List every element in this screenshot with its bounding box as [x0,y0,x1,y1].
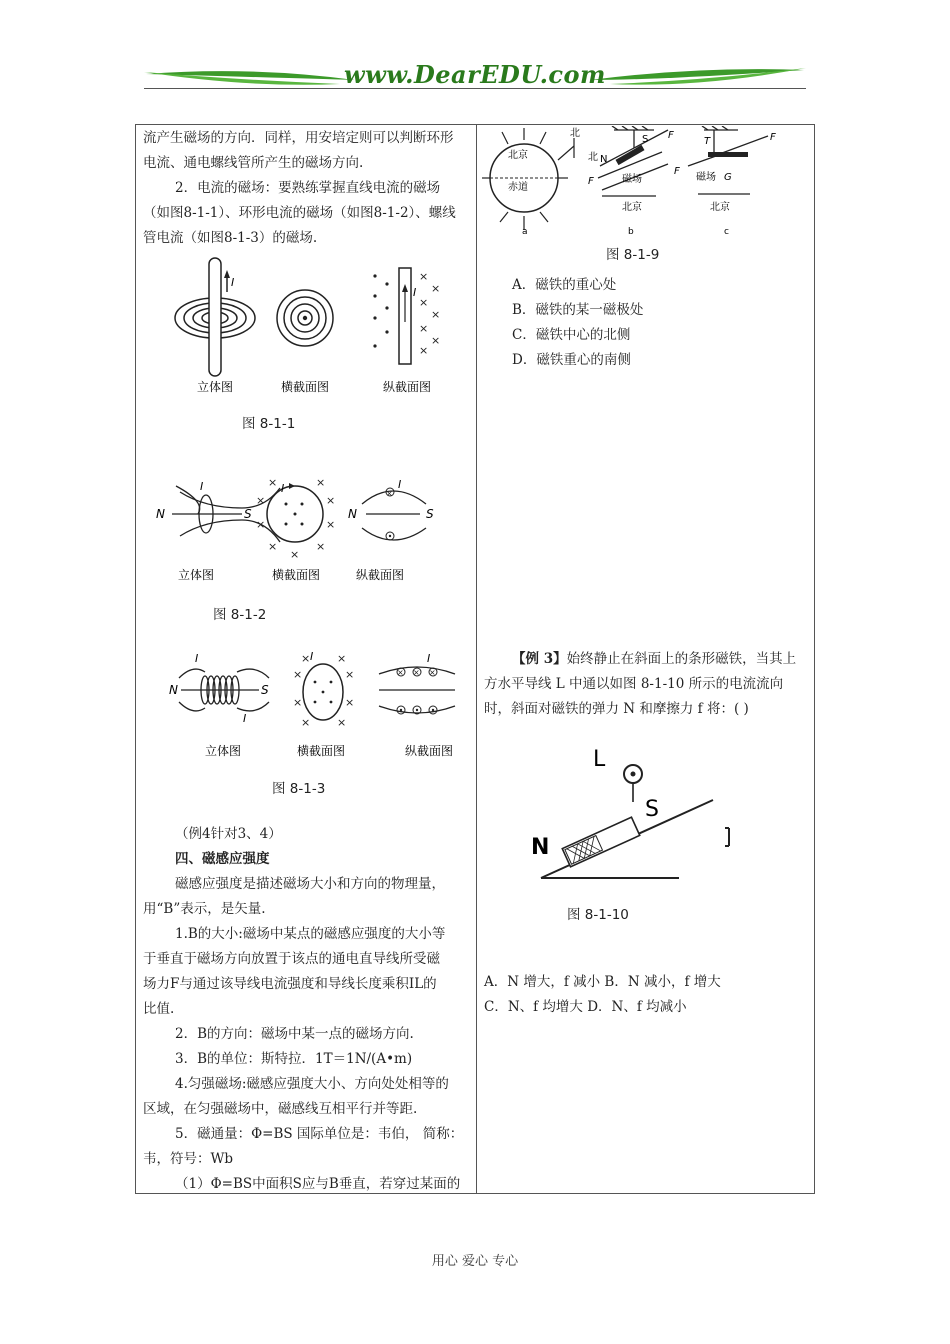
svg-text:北京: 北京 [710,202,730,213]
svg-text:S: S [244,507,252,521]
example-title [512,647,796,672]
svg-text:I: I [281,482,285,495]
text-line: 区域，在匀强磁场中，磁感线互相平行并等距. [143,1101,418,1117]
svg-text:×: × [397,668,404,677]
answer-option: A．磁铁的重心处 [512,277,617,293]
svg-text:S: S [426,507,434,521]
svg-text:S: S [645,797,659,822]
svg-text:横截面图: 横截面图 [272,568,321,582]
svg-text:I: I [398,478,402,491]
answer-option: B．磁铁的某一磁极处 [512,302,644,318]
figure-8-1-10 [525,744,740,884]
text-line: 用“B”表示，是矢量. [143,901,266,917]
text-line: 韦，符号：Wb [143,1151,234,1167]
figure-8-1-1 [165,252,455,397]
svg-text:×: × [316,476,326,489]
svg-text:c: c [724,227,729,236]
svg-text:北: 北 [588,152,598,163]
text-line: 电流、通电螺线管所产生的磁场方向. [143,155,364,171]
figure-caption: 图 8-1-1 [242,416,296,432]
svg-text:立体图: 立体图 [178,568,215,582]
svg-text:纵截面图: 纵截面图 [383,380,432,394]
svg-text:×: × [419,296,429,309]
svg-text:×: × [337,716,347,729]
svg-text:I: I [231,276,235,289]
svg-text:a: a [522,227,528,236]
svg-text:I: I [200,480,204,493]
text-line: 5．磁通量：Φ=BS 国际单位是：韦伯， 简称： [175,1126,464,1142]
text-line: （如图8-1-1）、环形电流的磁场（如图8-1-2）、螺线 [143,205,456,221]
figure-8-1-9 [482,126,782,236]
text-line: 2．B的方向：磁场中某一点的磁场方向. [175,1026,414,1042]
svg-text:×: × [413,668,420,677]
text-line: 1.B的大小:磁场中某点的磁感应强度的大小等 [175,926,446,942]
svg-text:S: S [261,683,269,697]
svg-text:N: N [600,154,608,165]
example-text: 始终静止在斜面上的条形磁铁，当其上 [566,651,797,667]
example-text: 方水平导线 L 中通以如图 8-1-10 所示的电流流向 [484,676,784,692]
svg-text:磁场: 磁场 [622,174,642,185]
svg-text:N: N [156,507,165,521]
svg-text:I: I [195,652,199,665]
page-footer: 用心 爱心 专心 [431,1254,519,1269]
answer-option: C．N、f 均增大 D．N、f 均减小 [484,999,687,1015]
text-line: 4.匀强磁场:磁感应强度大小、方向处处相等的 [175,1076,449,1092]
svg-text:×: × [268,476,278,489]
text-line: 于垂直于磁场方向放置于该点的通电直导线所受磁 [143,951,440,967]
svg-text:北京: 北京 [508,150,528,161]
svg-text:L: L [593,747,606,772]
svg-text:横截面图: 横截面图 [297,744,346,758]
svg-text:×: × [326,518,336,531]
svg-text:×: × [431,282,441,295]
svg-text:T: T [704,136,711,147]
svg-text:×: × [419,344,429,357]
svg-text:×: × [293,668,303,681]
svg-text:b: b [628,227,634,236]
svg-text:×: × [268,540,278,553]
svg-text:N: N [348,507,357,521]
example-text: 时，斜面对磁铁的弹力 N 和摩擦力 f 将：( ) [484,701,749,717]
svg-text:×: × [429,668,436,677]
svg-text:纵截面图: 纵截面图 [356,568,405,582]
text-line: 管电流（如图8-1-3）的磁场. [143,230,318,246]
svg-text:N: N [169,683,178,697]
section-heading: 四、磁感应强度 [175,851,270,867]
svg-text:×: × [431,308,441,321]
note-text: （例4针对3、4） [175,826,282,842]
page-header [140,58,810,98]
svg-text:I: I [243,712,247,725]
text-line: 2．电流的磁场：要熟练掌握直线电流的磁场 [175,180,441,196]
svg-text:×: × [337,652,347,665]
svg-text:×: × [326,494,336,507]
site-logo-text: www.DearEDU.com [344,60,606,89]
svg-text:×: × [419,322,429,335]
text-line: 流产生磁场的方向．同样，用安培定则可以判断环形 [143,130,454,146]
column-divider [476,125,477,1193]
svg-text:×: × [386,489,393,498]
figure-caption: 图 8-1-2 [213,607,267,623]
svg-text:×: × [301,716,311,729]
text-line: 比值. [143,1001,175,1017]
svg-text:×: × [301,652,311,665]
svg-text:S: S [642,134,649,145]
svg-text:I: I [427,652,431,665]
figure-caption: 图 8-1-10 [567,907,629,923]
answer-option: C．磁铁中心的北侧 [512,327,631,343]
svg-text:G: G [724,172,732,183]
figure-caption: 图 8-1-9 [606,247,660,263]
header-rule [144,88,806,89]
svg-text:×: × [431,334,441,347]
text-line: （1）Φ=BS中面积S应与B垂直，若穿过某面的 [175,1176,461,1192]
svg-text:北京: 北京 [622,202,642,213]
svg-text:×: × [293,696,303,709]
answer-option: A．N 增大，f 减小 B．N 减小，f 增大 [484,974,721,990]
svg-text:I: I [413,286,417,299]
svg-text:磁场: 磁场 [696,172,716,183]
svg-text:×: × [256,494,266,507]
svg-text:×: × [345,696,355,709]
example-tag: 【例 3】 [512,651,567,667]
svg-text:×: × [419,270,429,283]
svg-text:横截面图: 横截面图 [281,380,330,394]
figure-8-1-2 [150,474,450,586]
figure-8-1-3 [165,650,465,765]
svg-text:F: F [668,130,674,141]
svg-text:立体图: 立体图 [205,744,242,758]
svg-text:立体图: 立体图 [197,380,234,394]
answer-option: D．磁铁重心的南侧 [512,352,631,368]
text-line: 磁感应强度是描述磁场大小和方向的物理量， [175,876,445,892]
svg-text:×: × [316,540,326,553]
svg-text:F: F [588,176,594,187]
svg-text:北: 北 [570,128,580,139]
figure-caption: 图 8-1-3 [272,781,326,797]
svg-text:F: F [674,166,680,177]
svg-text:×: × [256,518,266,531]
svg-text:N: N [531,835,550,860]
svg-text:×: × [290,548,300,561]
svg-text:F: F [770,132,776,143]
text-line: 场力F与通过该导线电流强度和导线长度乘积IL的 [143,976,437,992]
svg-text:赤道: 赤道 [508,182,528,193]
svg-text:纵截面图: 纵截面图 [405,744,454,758]
text-line: 3．B的单位：斯特拉．1T＝1N/(A•m) [175,1051,413,1067]
svg-text:×: × [345,668,355,681]
svg-text:I: I [310,650,314,663]
